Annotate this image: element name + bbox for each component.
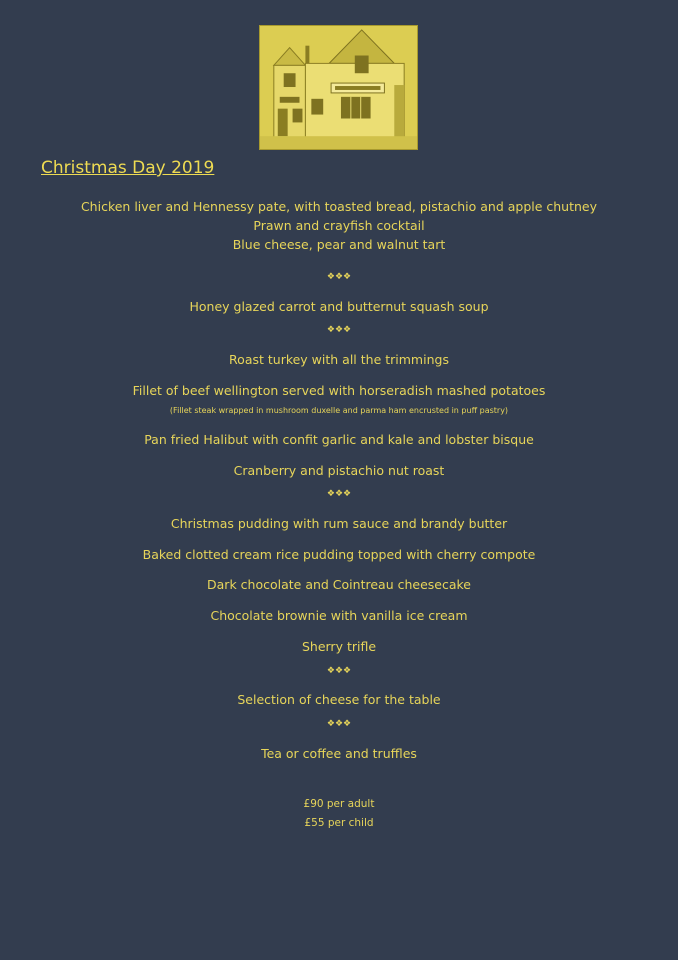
main-item-note: (Fillet steak wrapped in mushroom duxelle and parma ham encrusted in puff pastry) (169, 406, 509, 415)
separator: ❖❖❖ (326, 272, 352, 282)
separator: ❖❖❖ (326, 666, 352, 676)
separator: ❖❖❖ (326, 719, 352, 729)
starter-item: Chicken liver and Hennessy pate, with toasted bread, pistachio and apple chutney (80, 199, 598, 214)
soup-item: Honey glazed carrot and butternut squash soup (189, 299, 489, 314)
dessert-item: Christmas pudding with rum sauce and brandy butter (170, 516, 508, 531)
price-child: £55 per child (304, 817, 374, 829)
coffee-item: Tea or coffee and truffles (261, 746, 417, 761)
price-adult: £90 per adult (303, 798, 375, 810)
main-item: Fillet of beef wellington served with horseradish mashed potatoes (132, 383, 546, 398)
starter-item: Blue cheese, pear and walnut tart (232, 237, 446, 252)
dessert-item: Dark chocolate and Cointreau cheesecake (207, 577, 471, 592)
dessert-item: Baked clotted cream rice pudding topped with cherry compote (142, 547, 536, 562)
main-item: Roast turkey with all the trimmings (229, 352, 449, 367)
dessert-item: Sherry trifle (301, 639, 377, 654)
starter-item: Prawn and crayfish cocktail (253, 218, 425, 233)
main-item: Cranberry and pistachio nut roast (233, 463, 445, 478)
pub-building-sketch-icon (259, 25, 418, 150)
cheese-item: Selection of cheese for the table (237, 692, 441, 707)
page-title: Christmas Day 2019 (41, 158, 215, 178)
main-item: Pan fried Halibut with confit garlic and kale and lobster bisque (144, 432, 534, 447)
separator: ❖❖❖ (326, 325, 352, 335)
separator: ❖❖❖ (326, 489, 352, 499)
dessert-item: Chocolate brownie with vanilla ice cream (210, 608, 468, 623)
